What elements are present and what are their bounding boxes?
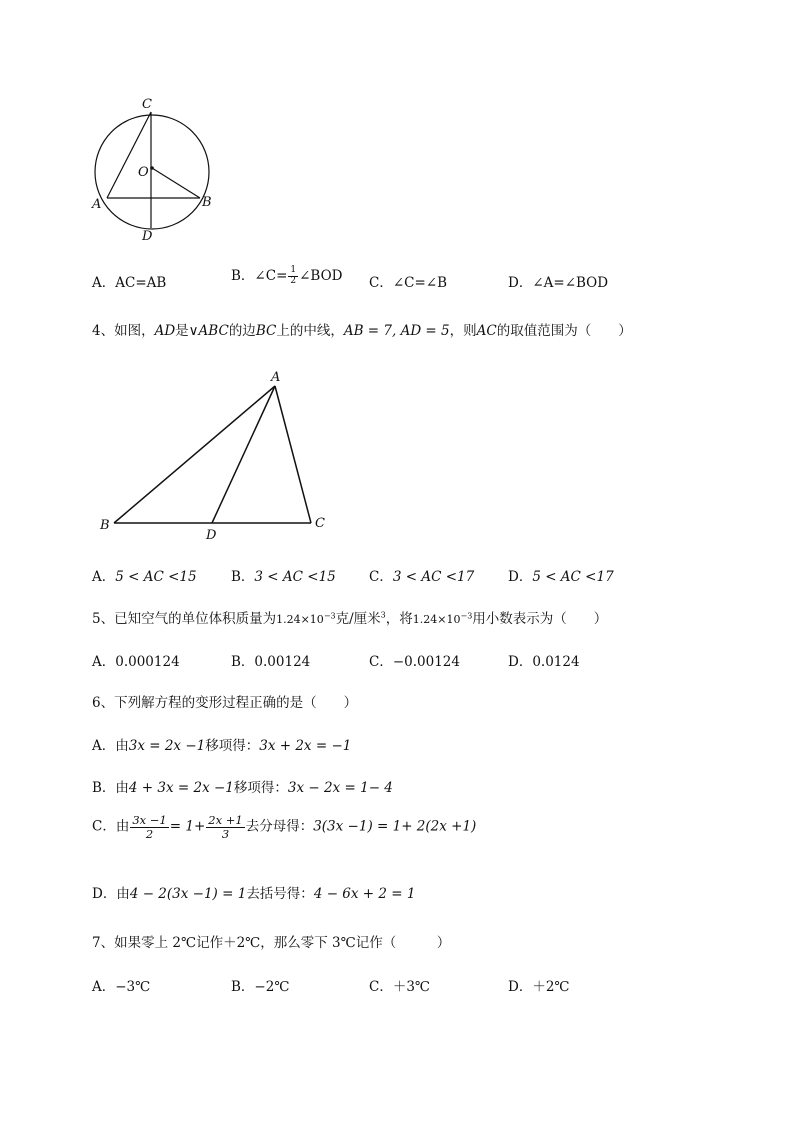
q5-option-a: A．0.000124 bbox=[92, 654, 180, 670]
mass-value: $1.24\times 10^{-3}$ bbox=[276, 611, 336, 626]
q5-option-c: C．−0.00124 bbox=[369, 654, 460, 670]
q4-option-c: C．3 < AC <17 bbox=[369, 569, 475, 585]
label-d: D bbox=[206, 528, 217, 543]
triangle-figure bbox=[96, 364, 336, 546]
q7-option-b: B．−2℃ bbox=[231, 979, 290, 995]
q5-stem: 5、已知空气的单位体积质量为$1.24\times 10^{-3}$克/厘米$^3$，将$1.24\times 10^{-3}$用小数表示为（ ） bbox=[92, 610, 608, 627]
q4-option-d: D．5 < AC <17 bbox=[508, 569, 614, 585]
q3-options bbox=[0, 265, 794, 291]
q3-option-c: C．∠C=∠B bbox=[369, 275, 448, 291]
q6-option-c: C．由 $\frac{3x -1}{2}$ = 1+ $\frac{2x +1}{3}$ 去分母得：3(3x −1) = 1+ 2(2x +1) bbox=[92, 813, 477, 841]
label-d: D bbox=[142, 229, 153, 244]
q5-option-b: B．0.00124 bbox=[231, 654, 311, 670]
label-b: B bbox=[100, 518, 110, 533]
q6-option-b: B．由4 + 3x = 2x −1移项得：3x − 2x = 1− 4 bbox=[92, 780, 393, 796]
label-c: C bbox=[142, 97, 152, 112]
q6-option-d: D．由4 − 2(3x −1) = 1去括号得：4 − 6x + 2 = 1 bbox=[92, 886, 416, 902]
label-o: O bbox=[138, 165, 149, 180]
q6-option-a: A．由3x = 2x −1移项得：3x + 2x = −1 bbox=[92, 738, 352, 754]
q3-option-b: B．∠C= $\frac{1}{2}$ ∠BOD bbox=[231, 265, 343, 286]
mass-value-repeat: $1.24\times 10^{-3}$ bbox=[412, 611, 473, 626]
label-b: B bbox=[202, 195, 212, 210]
q4-stem: 4、如图，AD是∨ABC的边BC上的中线，AB = 7, AD = 5，则AC的取值范围为（ ） bbox=[92, 323, 632, 339]
q6-stem: 6、下列解方程的变形过程正确的是（ ） bbox=[92, 695, 358, 711]
q7-option-a: A．−3℃ bbox=[92, 979, 151, 995]
q5-options bbox=[0, 650, 794, 670]
circle-figure bbox=[86, 92, 220, 244]
q7-option-c: C．＋3℃ bbox=[369, 979, 431, 995]
q3-option-d: D．∠A=∠BOD bbox=[508, 275, 609, 291]
q7-stem: 7、如果零上 2℃记作＋2℃，那么零下 3℃记作（ ） bbox=[92, 935, 451, 951]
label-a: A bbox=[92, 197, 102, 212]
q3-option-a: A．AC=AB bbox=[92, 275, 167, 291]
q7-option-d: D．＋2℃ bbox=[508, 979, 570, 995]
q5-option-d: D．0.0124 bbox=[508, 654, 580, 670]
q4-options bbox=[0, 565, 794, 585]
label-a: A bbox=[271, 370, 281, 385]
q7-options bbox=[0, 975, 794, 995]
q4-option-b: B．3 < AC <15 bbox=[231, 569, 336, 585]
label-c: C bbox=[315, 516, 325, 531]
q4-option-a: A．5 < AC <15 bbox=[92, 569, 197, 585]
